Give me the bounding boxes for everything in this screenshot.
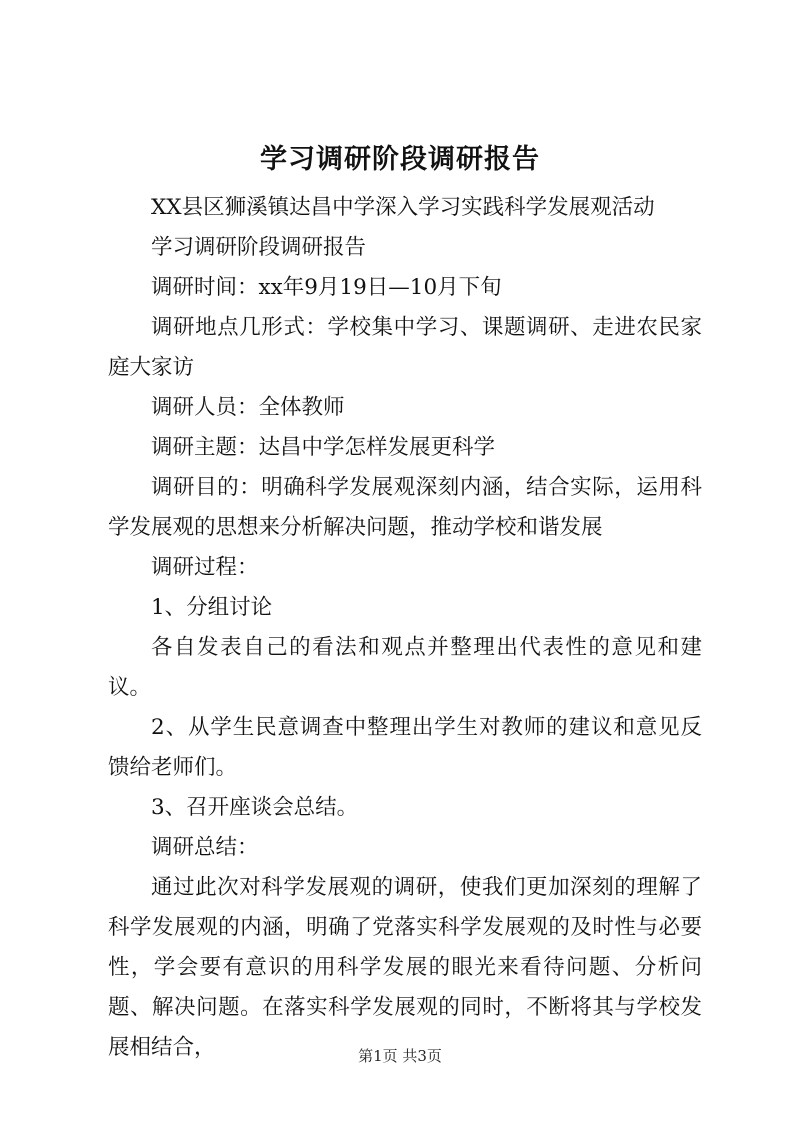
page-number-footer: 第1页 共3页 xyxy=(358,1047,442,1065)
paragraph-process-step-1-detail: 各自发表自己的看法和观点并整理出代表性的意见和建议。 xyxy=(108,635,702,700)
paragraph-process-heading: 调研过程： xyxy=(151,555,259,580)
paragraph-summary-body: 通过此次对科学发展观的调研，使我们更加深刻的理解了科学发展观的内涵，明确了党落实科学发展观的及时性与必要性，学会要有意识的用科学发展的眼光来看待问题、分析问题、解决问题。在落实科学发展观的同时，不断将其与学校发展相结合， xyxy=(108,875,702,1060)
paragraph-survey-theme: 调研主题：达昌中学怎样发展更科学 xyxy=(151,435,496,460)
paragraph-process-step-1: 1、分组讨论 xyxy=(151,595,273,620)
paragraph-survey-location: 调研地点几形式：学校集中学习、课题调研、走进农民家庭大家访 xyxy=(108,315,702,380)
paragraph-survey-purpose: 调研目的：明确科学发展观深刻内涵，结合实际，运用科学发展观的思想来分析解决问题，推动学校和谐发展 xyxy=(108,475,702,540)
paragraph-summary-heading: 调研总结： xyxy=(151,835,259,860)
paragraph-subtitle-line-2: 学习调研阶段调研报告 xyxy=(151,235,367,260)
paragraph-subtitle-line-1: XX县区狮溪镇达昌中学深入学习实践科学发展观活动 xyxy=(151,195,655,220)
document-body xyxy=(108,188,702,1068)
paragraph-survey-staff: 调研人员：全体教师 xyxy=(151,395,345,420)
paragraph-process-step-2: 2、从学生民意调查中整理出学生对教师的建议和意见反馈给老师们。 xyxy=(108,715,702,780)
paragraph-survey-time: 调研时间：xx年9月19日—10月下旬 xyxy=(151,275,502,300)
page-title: 学习调研阶段调研报告 xyxy=(260,144,540,175)
paragraph-process-step-3: 3、召开座谈会总结。 xyxy=(151,795,359,820)
